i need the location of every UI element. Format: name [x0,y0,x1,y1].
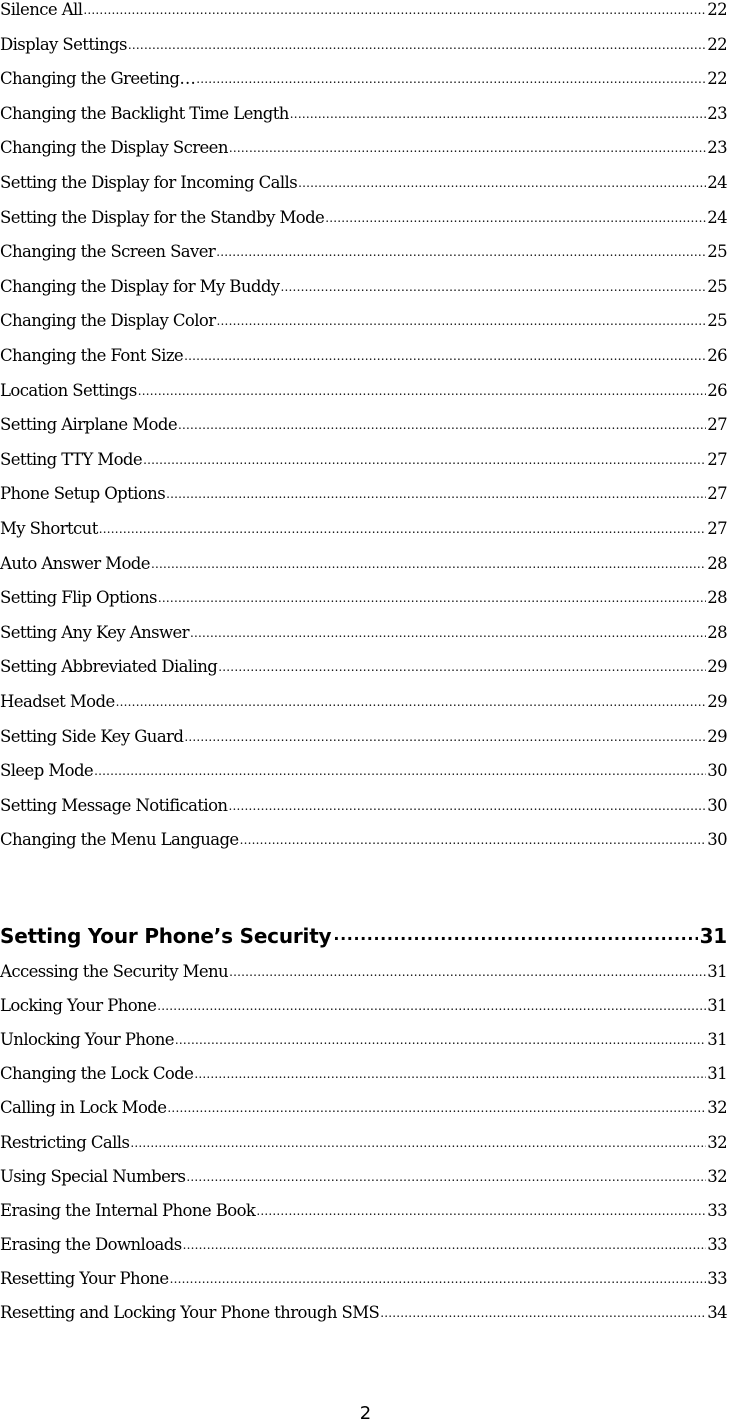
dot-leader [331,924,697,948]
toc-entry[interactable] [0,375,727,401]
entry-title: Resetting and Locking Your Phone through SMS [0,1303,380,1322]
toc-entry[interactable] [0,236,727,262]
dot-leader [280,277,707,297]
dot-leader [183,727,706,747]
entry-title: Erasing the Internal Phone Book [0,1201,256,1220]
toc-entry[interactable] [0,721,727,747]
dot-leader [82,0,706,20]
entry-page-number: 23 [707,104,727,123]
entry-title: Accessing the Security Menu [0,962,229,981]
entry-page-number: 27 [707,519,727,538]
entry-page-number: 33 [707,1235,727,1254]
entry-page-number: 28 [707,588,727,607]
entry-page-number: 26 [707,381,727,400]
dot-leader [193,1064,706,1084]
entry-title: Changing the Menu Language [0,830,239,849]
entry-page-number: 22 [707,0,727,19]
dot-leader [177,415,706,435]
entry-title: Setting Any Key Answer [0,623,189,642]
entry-page-number: 28 [707,554,727,573]
dot-leader [228,138,706,158]
toc-entry[interactable] [0,1161,727,1187]
dot-leader [239,830,707,850]
toc-entry[interactable] [0,1195,727,1221]
entry-page-number: 30 [707,796,727,815]
toc-entry[interactable] [0,1058,727,1084]
section-page-number: 31 [699,924,727,948]
entry-page-number: 29 [707,692,727,711]
entry-page-number: 24 [707,208,727,227]
toc-entry[interactable] [0,1127,727,1153]
entry-page-number: 33 [707,1269,727,1288]
dot-leader [289,104,706,124]
toc-entry[interactable] [0,651,727,677]
toc-entry[interactable] [0,444,727,470]
dot-leader [379,1303,706,1323]
entry-page-number: 31 [707,1064,727,1083]
dot-leader [157,588,706,608]
entry-title: Unlocking Your Phone [0,1030,174,1049]
toc-entry[interactable] [0,0,727,20]
entry-page-number: 26 [707,346,727,365]
entry-title: Setting the Display for the Standby Mode [0,208,325,227]
dot-leader [93,761,706,781]
toc-entry[interactable] [0,1229,727,1255]
toc-section-heading[interactable] [0,916,727,948]
toc-entry[interactable] [0,29,727,55]
dot-leader [129,1133,706,1153]
dot-leader [216,311,707,331]
toc-entry[interactable] [0,409,727,435]
entry-title: Auto Answer Mode [0,554,150,573]
dot-leader [150,554,706,574]
toc-entry[interactable] [0,755,727,781]
entry-page-number: 25 [707,242,727,261]
dot-leader [98,519,706,539]
toc-entry[interactable] [0,790,727,816]
dot-leader [127,35,706,55]
section-title: Setting Your Phone’s Security [0,924,332,948]
entry-title: Headset Mode [0,692,115,711]
toc-entry[interactable] [0,513,727,539]
entry-page-number: 32 [707,1167,727,1186]
entry-title: Phone Setup Options [0,484,166,503]
entry-page-number: 31 [707,1030,727,1049]
dot-leader [183,346,706,366]
dot-leader [324,208,706,228]
entry-page-number: 27 [707,450,727,469]
entry-page-number: 23 [707,138,727,157]
toc-entry[interactable] [0,956,727,982]
dot-leader [165,484,706,504]
entry-title: Erasing the Downloads [0,1235,182,1254]
entry-page-number: 34 [707,1303,727,1322]
toc-entry[interactable] [0,340,727,366]
toc-entry[interactable] [0,305,727,331]
entry-page-number: 30 [707,761,727,780]
toc-entry[interactable] [0,1263,727,1289]
page-number-footer: 2 [359,1403,372,1424]
toc-entry[interactable] [0,1297,727,1323]
entry-title: Using Special Numbers [0,1167,186,1186]
entry-title: Display Settings [0,35,127,54]
entry-title: Locking Your Phone [0,996,157,1015]
toc-entry[interactable] [0,1024,727,1050]
entry-page-number: 33 [707,1201,727,1220]
dot-leader [228,962,706,982]
toc-entry[interactable] [0,686,727,712]
entry-page-number: 24 [707,173,727,192]
entry-title: Changing the Font Size [0,346,184,365]
dot-leader [137,381,706,401]
entry-page-number: 27 [707,415,727,434]
toc-entry[interactable] [0,202,727,228]
entry-title: Setting Abbreviated Dialing [0,657,218,676]
entry-title: Silence All [0,0,83,19]
entry-page-number: 22 [707,35,727,54]
dot-leader [115,692,707,712]
toc-entry[interactable] [0,617,727,643]
entry-title: Resetting Your Phone [0,1269,169,1288]
dot-leader [174,1030,706,1050]
entry-title: Changing the Screen Saver [0,242,216,261]
dot-leader [156,996,706,1016]
dot-leader [182,1235,707,1255]
entry-page-number: 25 [707,277,727,296]
dot-leader [215,242,706,262]
entry-page-number: 22 [707,69,727,88]
dot-leader [217,657,706,677]
entry-page-number: 31 [707,962,727,981]
entry-page-number: 32 [707,1098,727,1117]
entry-title: Setting the Display for Incoming Calls [0,173,298,192]
toc-entry[interactable] [0,98,727,124]
toc-entry[interactable] [0,63,727,89]
dot-leader [297,173,706,193]
entry-title: Location Settings [0,381,137,400]
dot-leader [255,1201,706,1221]
toc-entry[interactable] [0,478,727,504]
entry-title: Changing the Lock Code [0,1064,194,1083]
toc-entry[interactable] [0,548,727,574]
dot-leader [227,796,706,816]
entry-title: Calling in Lock Mode [0,1098,167,1117]
dot-leader [189,623,706,643]
toc-entry[interactable] [0,167,727,193]
toc-entry[interactable] [0,824,727,850]
dot-leader [169,1269,707,1289]
toc-entry[interactable] [0,990,727,1016]
entry-title: My Shortcut [0,519,98,538]
dot-leader [166,1098,706,1118]
entry-title: Changing the Display Color [0,311,216,330]
entry-page-number: 27 [707,484,727,503]
toc-entry[interactable] [0,582,727,608]
entry-title: Changing the Display Screen [0,138,228,157]
toc-entry[interactable] [0,1092,727,1118]
dot-leader [195,69,706,89]
dot-leader [185,1167,706,1187]
entry-page-number: 31 [707,996,727,1015]
toc-entry[interactable] [0,132,727,158]
entry-page-number: 29 [707,657,727,676]
entry-title: Setting Flip Options [0,588,157,607]
entry-title: Setting TTY Mode [0,450,143,469]
entry-title: Restricting Calls [0,1133,130,1152]
entry-page-number: 29 [707,727,727,746]
entry-page-number: 30 [707,830,727,849]
entry-title: Changing the Greeting… [0,69,196,88]
entry-title: Sleep Mode [0,761,94,780]
toc-entry[interactable] [0,271,727,297]
entry-title: Setting Airplane Mode [0,415,177,434]
entry-title: Setting Message Notification [0,796,228,815]
dot-leader [142,450,706,470]
entry-page-number: 25 [707,311,727,330]
entry-page-number: 28 [707,623,727,642]
entry-title: Changing the Backlight Time Length [0,104,289,123]
entry-title: Setting Side Key Guard [0,727,184,746]
entry-page-number: 32 [707,1133,727,1152]
entry-title: Changing the Display for My Buddy [0,277,280,296]
